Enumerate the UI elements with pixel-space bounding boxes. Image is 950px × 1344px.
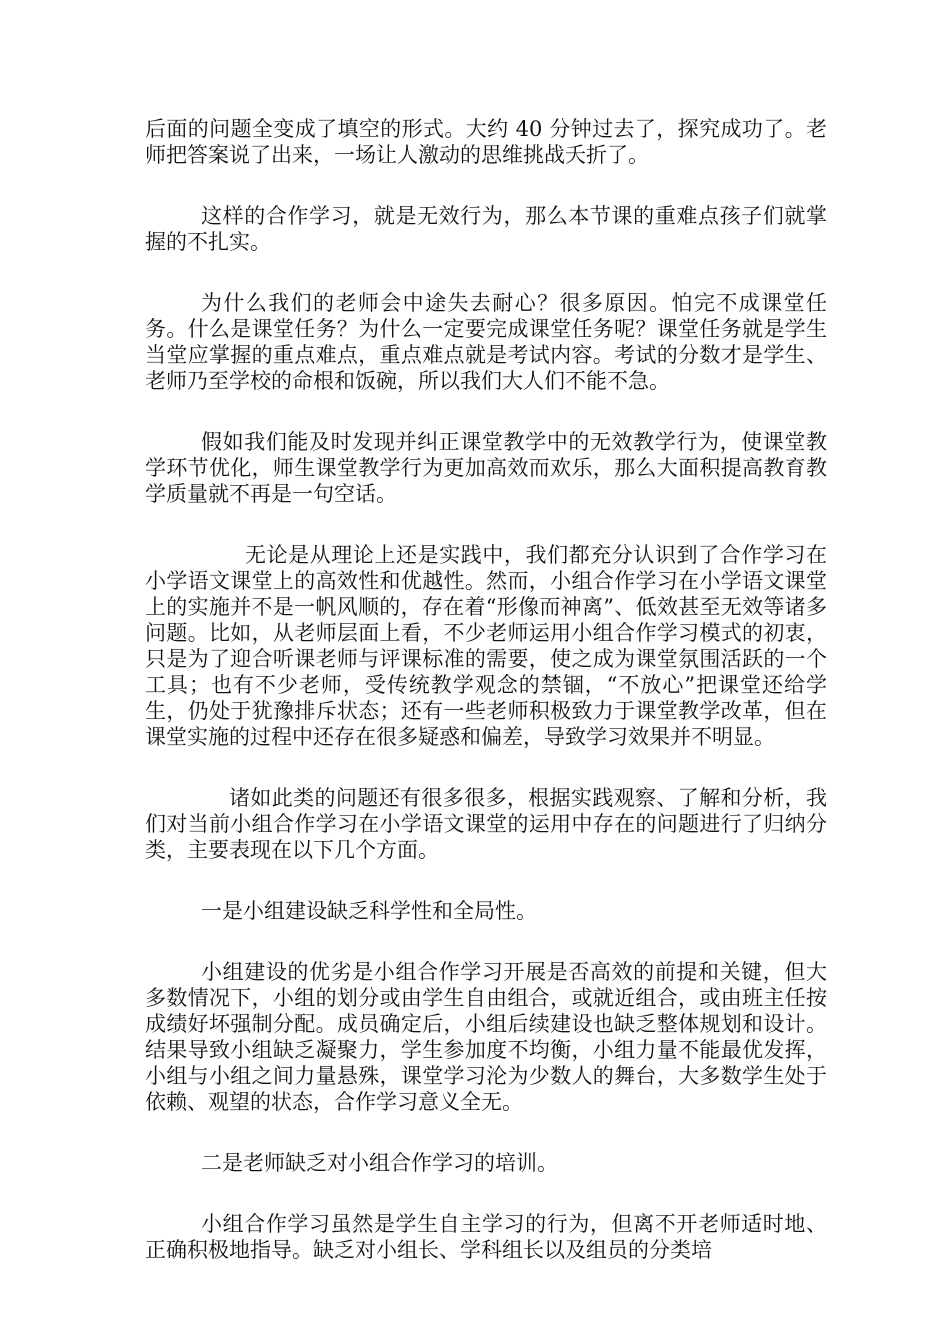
paragraph-2: 这样的合作学习，就是无效行为，那么本节课的重难点孩子们就掌握的不扎实。: [145, 204, 827, 254]
paragraph-7-heading: 一是小组建设缺乏科学性和全局性。: [201, 899, 537, 923]
paragraph-4: 假如我们能及时发现并纠正课堂教学中的无效教学行为，使课堂教学环节优化，师生课堂教学行为更加高效而欢乐，那么大面积提高教育教学质量就不再是一句空话。: [145, 430, 827, 506]
paragraph-6: 诸如此类的问题还有很多很多，根据实践观察、了解和分析，我们对当前小组合作学习在小学语文课堂的运用中存在的问题进行了归纳分类，主要表现在以下几个方面。: [145, 786, 827, 862]
paragraph-8: 小组建设的优劣是小组合作学习开展是否高效的前提和关键，但大多数情况下，小组的划分或由学生自由组合，或就近组合，或由班主任按成绩好坏强制分配。成员确定后，小组后续建设也缺乏整体规划和设计。结果导致小组缺乏凝聚力，学生参加度不均衡，小组力量不能最优发挥，小组与小组之间力量悬殊，课堂学习沦为少数人的舞台，大多数学生处于依赖、观望的状态，合作学习意义全无。: [145, 960, 827, 1114]
paragraph-10: 小组合作学习虽然是学生自主学习的行为，但离不开老师适时地、正确积极地指导。缺乏对小组长、学科组长以及组员的分类培: [145, 1212, 827, 1262]
paragraph-9-heading: 二是老师缺乏对小组合作学习的培训。: [201, 1151, 558, 1175]
paragraph-5: 无论是从理论上还是实践中，我们都充分认识到了合作学习在小学语文课堂上的高效性和优越性。然而，小组合作学习在小学语文课堂上的实施并不是一帆风顺的，存在着“形像而神离”、低效甚至无效等诸多问题。比如，从老师层面上看，不少老师运用小组合作学习模式的初衷，只是为了迎合听课老师与评课标准的需要，使之成为课堂氛围活跃的一个工具；也有不少老师，受传统教学观念的禁锢，“不放心”把课堂还给学生，仍处于犹豫排斥状态；还有一些老师积极致力于课堂教学改革，但在课堂实施的过程中还存在很多疑惑和偏差，导致学习效果并不明显。: [145, 543, 827, 749]
document-page: [145, 116, 827, 1298]
paragraph-3: 为什么我们的老师会中途失去耐心？很多原因。怕完不成课堂任务。什么是课堂任务？为什么一定要完成课堂任务呢？课堂任务就是学生当堂应掌握的重点难点，重点难点就是考试内容。考试的分数才是学生、老师乃至学校的命根和饭碗，所以我们大人们不能不急。: [145, 291, 827, 393]
paragraph-1: 后面的问题全变成了填空的形式。大约 40 分钟过去了，探究成功了。老师把答案说了出来，一场让人激动的思维挑战夭折了。: [145, 117, 827, 167]
